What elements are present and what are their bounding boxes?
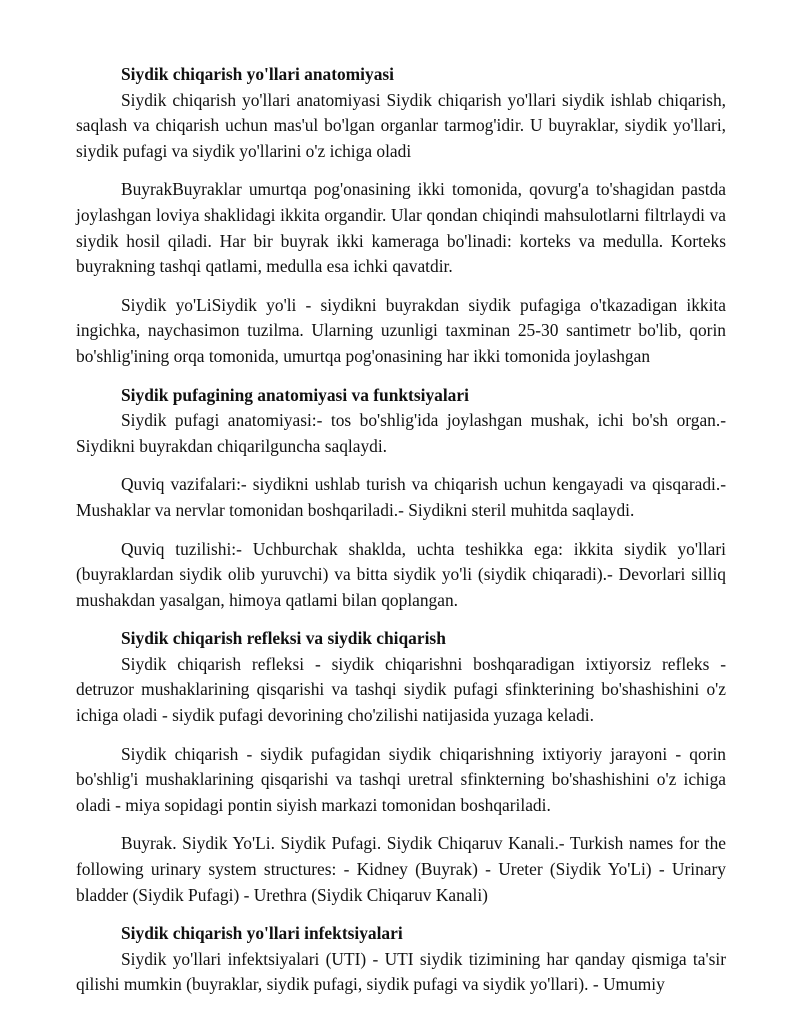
paragraph: Buyrak. Siydik Yo'Li. Siydik Pufagi. Siydik Chiqaruv Kanali.- Turkish names for the following urinary system structures: - Kidney (Buyrak) - Ureter (Siydik Yo'Li) - Urinary bladder (Siydik Pufagi) - Urethra (Siydik Chiqaruv Kanali) [76,833,726,905]
section-heading: Siydik chiqarish refleksi va siydik chiqarish [121,628,446,649]
paragraph: Siydik yo'llari infektsiyalari (UTI) - UTI siydik tizimining har qanday qismiga ta'sir qilishi mumkin (buyraklar, siydik pufagi, siydik pufagi va siydik yo'llari). - Umumiy [76,948,726,995]
section-micturition-reflex [76,626,726,908]
section-heading: Siydik chiqarish yo'llari infektsiyalari [121,923,403,944]
section-urinary-tract-anatomy [76,62,726,370]
paragraph: BuyrakBuyraklar umurtqa pog'onasining ikki tomonida, qovurg'a to'shagidan pastda joylashgan loviya shaklidagi ikkita organdir. Ular qondan chiqindi mahsulotlarni filtrlaydi va siydik hosil qiladi. Har bir buyrak ikki kameraga bo'linadi: korteks va medulla. Korteks buyrakning tashqi qatlami, medulla esa ichki qavatdir. [76,179,726,277]
paragraph: Siydik pufagi anatomiyasi:- tos bo'shlig'ida joylashgan mushak, ichi bo'sh organ.- Siydikni buyrakdan chiqarilguncha saqlaydi. [76,410,726,456]
document-page [76,62,726,998]
paragraph: Siydik chiqarish - siydik pufagidan siydik chiqarishning ixtiyoriy jarayoni - qorin bo'shlig'i mushaklarining qisqarishi va tashqi uretral sfinkterning bo'shashishini o'z ichiga oladi - miya sopidagi pontin siyish markazi tomonidan boshqariladi. [76,743,726,815]
section-heading: Siydik chiqarish yo'llari anatomiyasi [121,64,394,84]
paragraph: Siydik chiqarish refleksi - siydik chiqarishni boshqaradigan ixtiyorsiz refleks - detruzor mushaklarining qisqarishi va tashqi siydik pufagi sfinkterining bo'shashishini o'z ichiga oladi - siydik pufagi devorining cho'zilishi natijasida yuzaga keladi. [76,653,726,726]
section-bladder-anatomy [76,383,726,614]
section-heading: Siydik pufagining anatomiyasi va funktsiyalari [121,384,469,405]
paragraph: Siydik yo'LiSiydik yo'li - siydikni buyrakdan siydik pufagiga o'tkazadigan ikkita ingichka, naychasimon tuzilma. Ularning uzunligi taxminan 25-30 santimetr bo'lib, qorin bo'shlig'ining orqa tomonida, umurtqa pog'onasining har ikki tomonida joylashgan [76,294,726,366]
paragraph: Siydik chiqarish yo'llari anatomiyasi Siydik chiqarish yo'llari siydik ishlab chiqarish, saqlash va chiqarish uchun mas'ul bo'lgan organlar tarmog'idir. U buyraklar, siydik yo'llari, siydik pufagi va siydik yo'llarini o'z ichiga oladi [76,89,726,161]
section-urinary-tract-infections [76,921,726,998]
paragraph: Quviq tuzilishi:- Uchburchak shaklda, uchta teshikka ega: ikkita siydik yo'llari (buyraklardan siydik olib yuruvchi) va bitta siydik yo'li (siydik chiqaradi).- Devorlari silliq mushakdan yasalgan, himoya qatlami bilan qoplangan. [76,538,726,610]
paragraph: Quviq vazifalari:- siydikni ushlab turish va chiqarish uchun kengayadi va qisqaradi.- Mushaklar va nervlar tomonidan boshqariladi.- Siydikni steril muhitda saqlaydi. [76,474,726,520]
